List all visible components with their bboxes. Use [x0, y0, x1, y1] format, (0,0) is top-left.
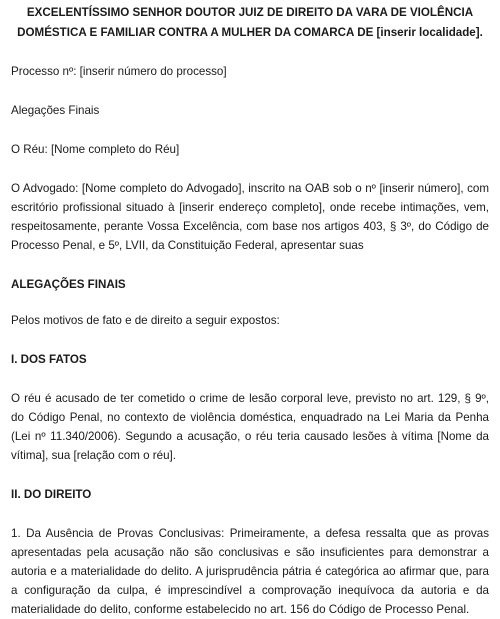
- section-title: ALEGAÇÕES FINAIS: [11, 278, 126, 291]
- document-heading: EXCELENTÍSSIMO SENHOR DOUTOR JUIZ DE DIREITO DA VARA DE VIOLÊNCIA DOMÉSTICA E FAMILIAR CONTRA A MULHER DA COMARCA DE [inserir localidade].: [17, 6, 483, 39]
- facts-heading: I. DOS FATOS: [11, 353, 87, 366]
- intro-line: Pelos motivos de fato e de direito a seguir expostos:: [11, 314, 280, 327]
- facts-paragraph: O réu é acusado de ter cometido o crime de lesão corporal leve, previsto no art. 129, § 9º, do Código Penal, no contexto de violência doméstica, enquadrado na Lei Maria da Penha (Lei nº 11.340/2006). Segundo a acusação, o réu teria causado lesões à vítima [Nome da vítima], sua [relação com o réu].: [11, 392, 489, 462]
- defendant-line: O Réu: [Nome completo do Réu]: [11, 143, 180, 156]
- lawyer-paragraph: O Advogado: [Nome completo do Advogado], inscrito na OAB sob o nº [inserir número], com escritório profissional situado à [inserir endereço completo], onde recebe intimações, vem, respeitosamente, perante Vossa Excelência, com base nos artigos 403, § 3º, do Código de Processo Penal, e 5º, LVII, da Constituição Federal, apresentar suas: [11, 182, 489, 252]
- law-paragraph: 1. Da Ausência de Provas Conclusivas: Primeiramente, a defesa ressalta que as provas apresentadas pela acusação não são conclusivas e são insuficientes para demonstrar a autoria e a materialidade do delito. A jurisprudência pátria é categórica ao afirmar que, para a configuração da culpa, é imprescindível a comprovação inequívoca da autoria e da materialidade do delito, conforme estabelecido no art. 156 do Código de Processo Penal.: [11, 527, 489, 616]
- process-number: Processo nº: [inserir número do processo]: [11, 65, 227, 78]
- document-type: Alegações Finais: [11, 104, 100, 117]
- law-heading: II. DO DIREITO: [11, 488, 92, 501]
